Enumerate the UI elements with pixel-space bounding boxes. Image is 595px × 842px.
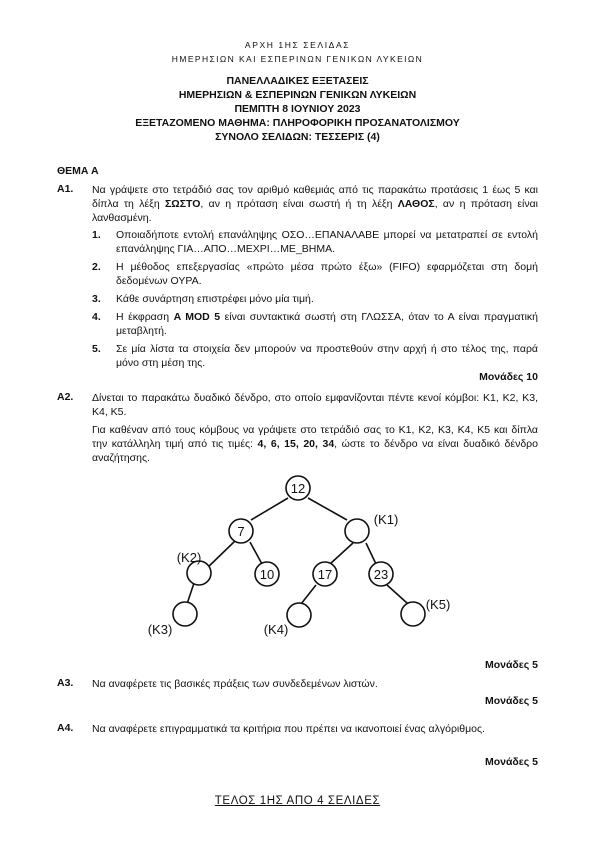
question-a1-intro: Να γράψετε στο τετράδιό σας τον αριθμό καθεμιάς από τις παρακάτω προτάσεις 1 έως 5 και δίπλα τη λέξη ΣΩΣΤΟ, αν η πρόταση είναι σωστή ή τη λέξη ΛΑΘΟΣ, αν η πρόταση είναι λανθασμένη. [92,184,539,224]
exam-title-line: ΗΜΕΡΗΣΙΩΝ & ΕΣΠΕΡΙΝΩΝ ΓΕΝΙΚΩΝ ΛΥΚΕΙΩΝ [178,89,417,101]
tree-edge [330,543,353,564]
page-footer-text: ΤΕΛΟΣ 1ΗΣ ΑΠΟ 4 ΣΕΛΙΔΕΣ [214,795,381,807]
tree-node-tag-k2: (Κ2) [176,550,202,565]
tree-node-label: 17 [317,567,333,582]
tree-node-label: 10 [259,567,275,582]
theme-heading: ΘΕΜΑ Α [57,165,99,177]
tree-node-tag-k3: (Κ3) [147,622,173,637]
exam-subject: ΕΞΕΤΑΖΟΜΕΝΟ ΜΑΘΗΜΑ: ΠΛΗΡΟΦΟΡΙΚΗ ΠΡΟΣΑΝΑΤΟΛΙΣΜΟΥ [135,117,460,129]
tree-node-tag-k4: (Κ4) [263,622,289,637]
tree-node-label: 12 [290,481,306,496]
statement-item: 2. Η μέθοδος επεξεργασίας «πρώτο μέσα πρώτο έξω» (FIFO) εφαρμόζεται στη δομή δεδομένων ΟΥΡΑ. [92,261,538,287]
question-number-a4: Α4. [57,722,74,734]
exam-date: ΠΕΜΠΤΗ 8 ΙΟΥΝΙΟΥ 2023 [234,103,361,115]
question-number-a3: Α3. [57,677,74,689]
question-a2-instructions: Για καθέναν από τους κόμβους να γράψετε στο τετράδιό σας το Κ1, Κ2, Κ3, Κ4, Κ5 και δίπλα την κατάλληλη τιμή από τις τιμές: 4, 6, 15, 20, 34, ώστε το δένδρο να είναι δυαδικό δένδρο αναζήτησης. [92,424,538,464]
marks-a3: Μονάδες 5 [484,695,538,707]
question-a2-text: Δίνεται το παρακάτω δυαδικό δένδρο, στο οποίο εμφανίζονται πέντε κενοί κόμβοι: Κ1, Κ2, Κ3, Κ4, Κ5. [92,392,538,418]
tree-node-k5 [401,602,425,626]
page-footer [0,795,595,807]
tree-edge [251,498,288,520]
true-keyword: ΣΩΣΤΟ [165,198,201,210]
tree-edge [387,585,407,603]
question-number-a2: Α2. [57,391,74,403]
marks-a4: Μονάδες 5 [484,756,538,768]
question-a4-text: Να αναφέρετε επιγραμματικά τα κριτήρια που πρέπει να ικανοποιεί ένας αλγόριθμος. [92,723,485,735]
statement-item: 1. Οποιαδήποτε εντολή επανάληψης ΟΣΟ…ΕΠΑΝΑΛΑΒΕ μπορεί να μετατραπεί σε εντολή επανάληψης ΓΙΑ…ΑΠΟ…ΜΕΧΡΙ…ΜΕ_ΒΗΜΑ. [92,229,538,255]
candidate-values: 4, 6, 15, 20, 34 [257,438,335,450]
tree-edge [250,542,262,564]
tree-node-k4 [287,603,311,627]
statement-item: 3. Κάθε συνάρτηση επιστρέφει μόνο μία τιμή. [92,293,314,305]
marks-a2: Μονάδες 5 [484,659,538,671]
tree-edge [187,583,194,604]
tree-node-tag-k5: (Κ5) [425,597,451,612]
statement-item: 4. Η έκφραση A MOD 5 είναι συντακτικά σωστή στη ΓΛΩΣΣΑ, όταν το Α είναι πραγματική μεταβλητή. [92,311,538,337]
exam-page-count: ΣΥΝΟΛΟ ΣΕΛΙΔΩΝ: ΤΕΣΣΕΡΙΣ (4) [215,131,380,143]
tree-edge [366,543,376,564]
exam-title-line: ΠΑΝΕΛΛΑΔΙΚΕΣ ΕΞΕΤΑΣΕΙΣ [226,75,369,87]
marks-a1: Μονάδες 10 [479,371,538,383]
tree-node-k1 [345,519,369,543]
tree-node-label: 23 [373,567,389,582]
tree-node-k3 [173,602,197,626]
statement-item: 5. Σε μία λίστα τα στοιχεία δεν μπορούν να προστεθούν στην αρχή ή στο τέλος της, παρά μόνο στη μέση της. [92,343,538,369]
page-header-top: ΑΡΧΗ 1ΗΣ ΣΕΛΙΔΑΣ [244,40,351,50]
false-keyword: ΛΑΘΟΣ [397,198,435,210]
tree-node-tag-k1: (Κ1) [373,512,399,527]
tree-edge [308,498,347,520]
question-a3-text: Να αναφέρετε τις βασικές πράξεις των συνδεδεμένων λιστών. [92,678,378,690]
tree-edge [301,585,316,604]
tree-node-label: 7 [237,524,245,539]
page-header-subtitle: ΗΜΕΡΗΣΙΩΝ ΚΑΙ ΕΣΠΕΡΙΝΩΝ ΓΕΝΙΚΩΝ ΛΥΚΕΙΩΝ [171,54,424,64]
question-number-a1: Α1. [57,183,74,195]
